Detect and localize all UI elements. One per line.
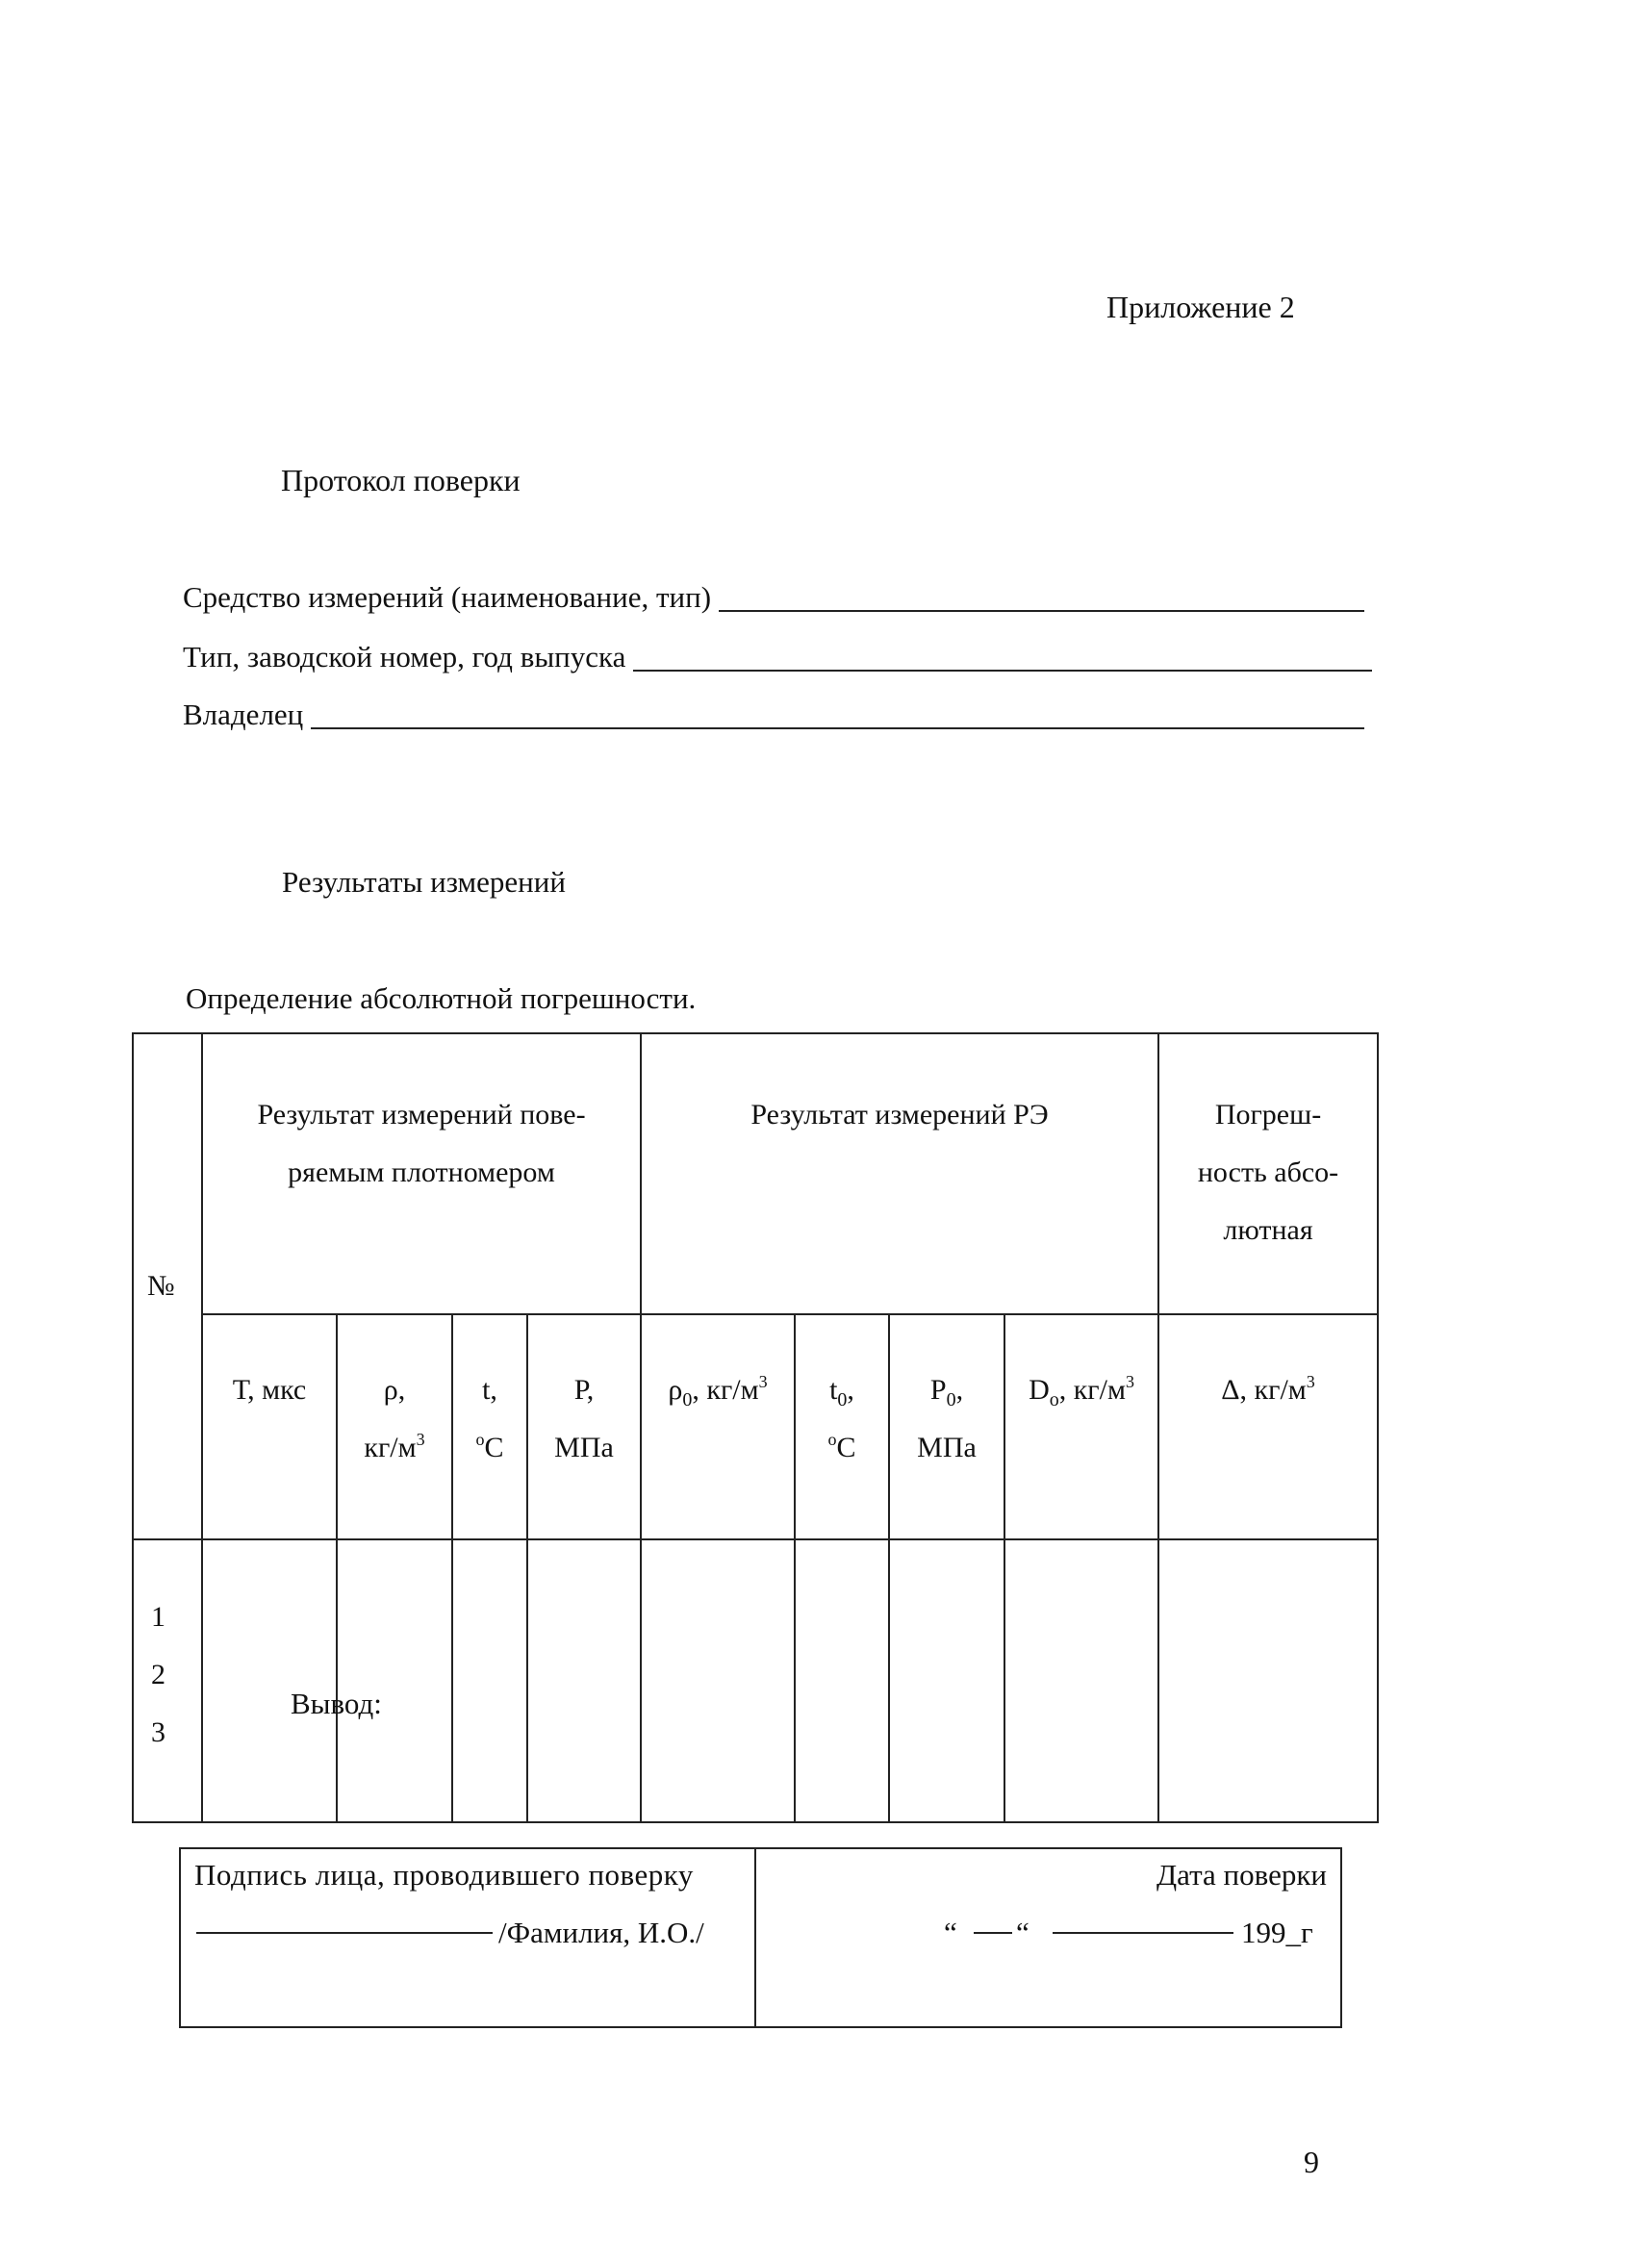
cell-temperature[interactable] <box>452 1539 527 1822</box>
col-ref-d0-unit: , кг/м <box>1058 1374 1126 1406</box>
instrument-field <box>183 573 1364 616</box>
col-ref-d0-sup: 3 <box>1125 1372 1134 1391</box>
col-ref-pressure-sub: 0 <box>946 1389 956 1410</box>
col-density <box>337 1314 452 1539</box>
col-ref-density-unit: , кг/м <box>692 1374 759 1406</box>
col-temperature <box>452 1314 527 1539</box>
instrument-fill-line[interactable] <box>719 610 1364 612</box>
col-density-unit: кг/м <box>364 1432 417 1463</box>
number-column-header: № <box>133 1033 202 1539</box>
col-ref-pressure <box>889 1314 1004 1539</box>
col-ref-density <box>641 1314 795 1539</box>
date-year: 199_г <box>1241 1916 1313 1949</box>
col-ref-temperature-symbol: t <box>829 1374 838 1406</box>
row-number: 1 <box>151 1601 165 1633</box>
col-density-sup: 3 <box>416 1430 425 1449</box>
protocol-title: Протокол поверки <box>281 463 521 497</box>
col-ref-d0-symbol: D <box>1029 1374 1050 1406</box>
type-serial-fill-line[interactable] <box>633 670 1372 672</box>
col-ref-d0-sub: o <box>1049 1389 1059 1410</box>
col-ref-density-sub: 0 <box>682 1389 693 1410</box>
date-quote-open: “ <box>944 1916 957 1949</box>
results-heading: Результаты измерений <box>282 865 566 899</box>
col-density-symbol: ρ, <box>383 1374 406 1406</box>
reference-group-header: Результат измерений РЭ <box>641 1033 1158 1314</box>
cell-ref-density-d0[interactable] <box>1004 1539 1158 1822</box>
conclusion-label: Вывод: <box>291 1687 382 1720</box>
col-ref-temperature-deg: o <box>827 1430 837 1449</box>
page-number: 9 <box>1304 2145 1319 2179</box>
date-quote-close: “ <box>1016 1916 1029 1949</box>
signer-signature-line[interactable] <box>196 1932 493 1934</box>
col-pressure <box>527 1314 641 1539</box>
col-abs-error-sup: 3 <box>1306 1372 1315 1391</box>
col-ref-density-d0 <box>1004 1314 1158 1539</box>
absolute-error-heading: Определение абсолютной погрешности. <box>186 981 697 1015</box>
row-number: 3 <box>151 1716 165 1748</box>
date-day-line[interactable] <box>974 1932 1012 1934</box>
cell-pressure[interactable] <box>527 1539 641 1822</box>
signer-cell <box>180 1848 755 2027</box>
col-ref-pressure-unit: МПа <box>917 1432 977 1463</box>
owner-fill-line[interactable] <box>311 727 1364 729</box>
col-temperature-symbol: t, <box>482 1374 497 1406</box>
col-ref-density-sup: 3 <box>758 1372 768 1391</box>
col-temperature-deg: o <box>475 1430 485 1449</box>
col-ref-pressure-symbol: Р <box>929 1374 947 1406</box>
col-ref-temperature-comma: , <box>847 1374 854 1406</box>
cell-period[interactable] <box>202 1539 337 1822</box>
col-ref-temperature-unit: С <box>836 1432 856 1463</box>
cell-abs-error[interactable] <box>1158 1539 1378 1822</box>
cell-density[interactable] <box>337 1539 452 1822</box>
col-abs-error-label: Δ, кг/м <box>1221 1374 1307 1406</box>
row-numbers-cell <box>133 1539 202 1822</box>
cell-ref-temperature[interactable] <box>795 1539 889 1822</box>
col-temperature-unit: С <box>484 1432 504 1463</box>
col-ref-density-symbol: ρ <box>668 1374 683 1406</box>
date-month-line[interactable] <box>1053 1932 1233 1934</box>
owner-label: Владелец <box>183 698 304 731</box>
col-period <box>202 1314 337 1539</box>
col-ref-temperature-sub: 0 <box>837 1389 848 1410</box>
col-ref-temperature <box>795 1314 889 1539</box>
error-group-header: Погреш- ность абсо- лютная <box>1158 1033 1378 1314</box>
signature-table <box>179 1847 1342 2028</box>
signer-label: Подпись лица, проводившего поверку <box>194 1858 694 1892</box>
col-pressure-unit: МПа <box>554 1432 614 1463</box>
appendix-label: Приложение 2 <box>1106 290 1295 324</box>
date-label: Дата поверки <box>1156 1858 1327 1892</box>
type-serial-field <box>183 633 1372 675</box>
cell-ref-pressure[interactable] <box>889 1539 1004 1822</box>
owner-field <box>183 691 1364 733</box>
col-period-label: Т, мкс <box>232 1374 307 1406</box>
col-pressure-symbol: Р, <box>573 1374 595 1406</box>
instrument-label: Средство измерений (наименование, тип) <box>183 580 712 614</box>
cell-ref-density[interactable] <box>641 1539 795 1822</box>
signer-name-label: /Фамилия, И.О./ <box>498 1916 704 1949</box>
date-cell <box>755 1848 1341 2027</box>
row-number: 2 <box>151 1659 165 1690</box>
type-serial-label: Тип, заводской номер, год выпуска <box>183 640 626 673</box>
col-abs-error <box>1158 1314 1378 1539</box>
col-ref-pressure-comma: , <box>955 1374 964 1406</box>
tested-meter-group-header: Результат измерений пове- ряемым плотномером <box>202 1033 641 1314</box>
